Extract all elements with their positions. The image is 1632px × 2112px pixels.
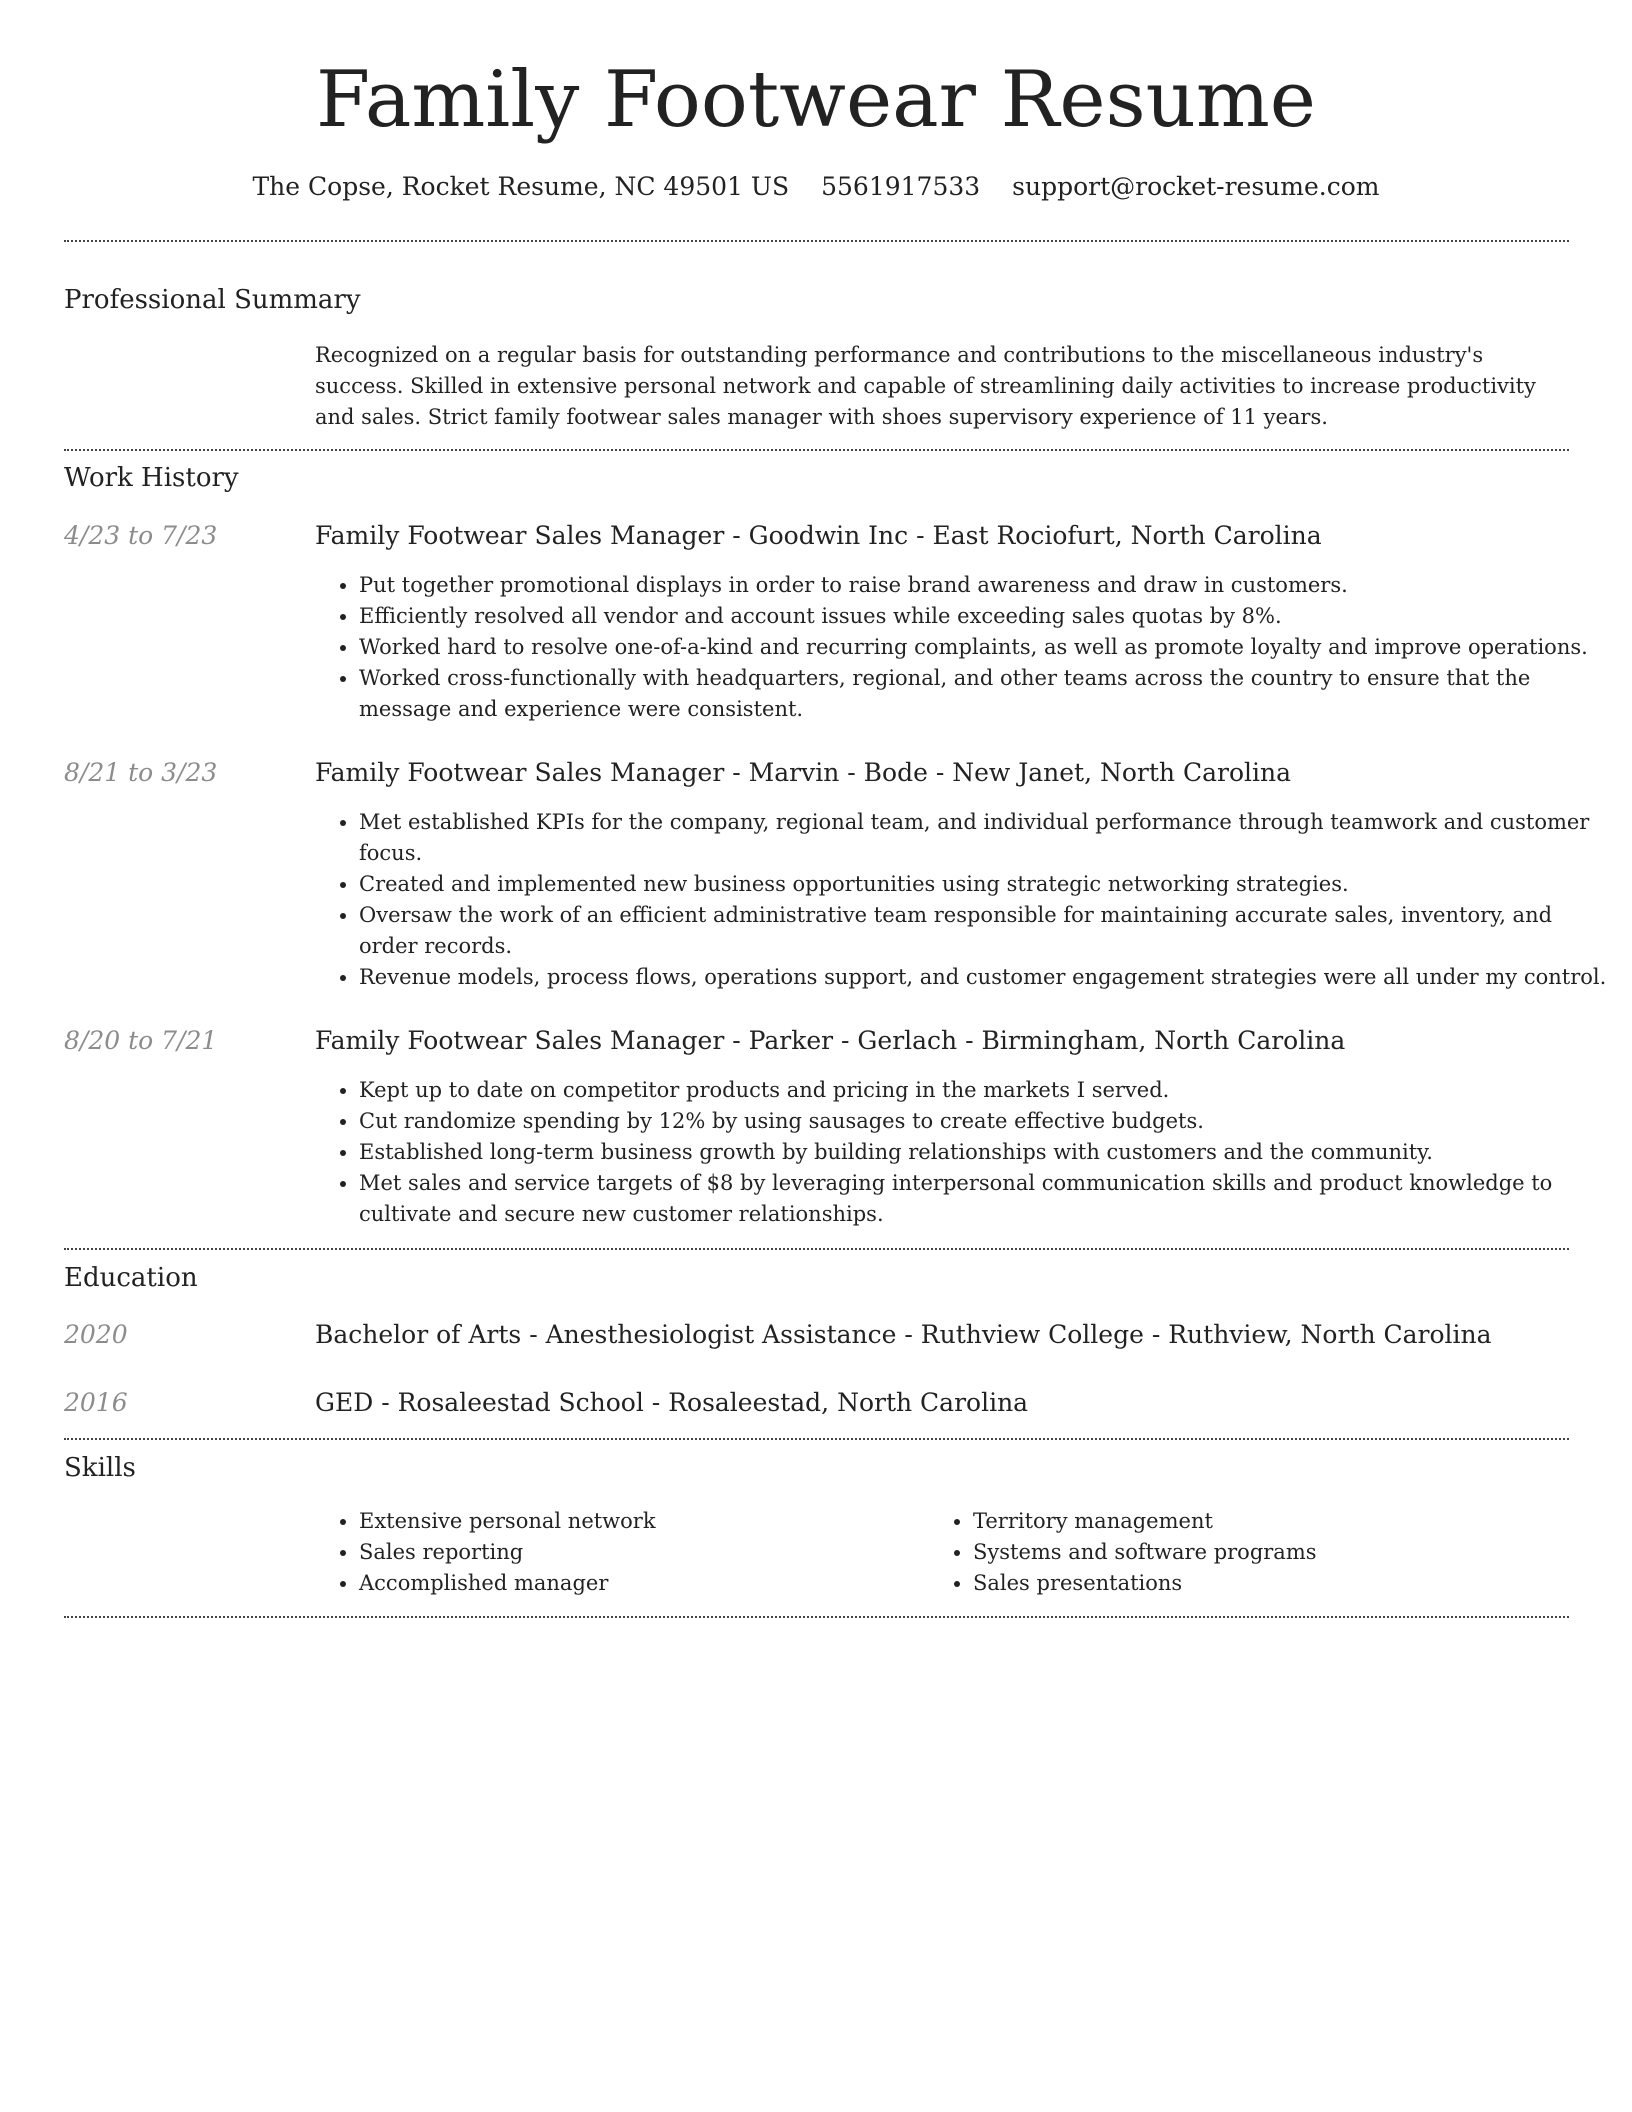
job-heading: Family Footwear Sales Manager - Parker - Gerlach - Birmingham, North Carolina (315, 1026, 1346, 1055)
job-bullets (315, 1075, 1614, 1230)
section-title-summary: Professional Summary (64, 285, 361, 315)
section-divider (64, 1248, 1569, 1250)
job-bullet: • Met established KPIs for the company, regional team, and individual performance through teamwork and customer focus. (359, 807, 1614, 869)
resume-title: Family Footwear Resume (316, 55, 1316, 145)
contact-info (0, 169, 1632, 205)
skills-list-right (929, 1506, 1573, 1599)
skill-item: • Sales presentations (973, 1568, 1573, 1599)
job-bullets (315, 570, 1614, 725)
job-bullet: • Worked cross-functionally with headquarters, regional, and other teams across the country to ensure that the message and experience were consistent. (359, 663, 1614, 725)
job-bullet: • Efficiently resolved all vendor and account issues while exceeding sales quotas by 8%. (359, 601, 1614, 632)
job-heading: Family Footwear Sales Manager - Goodwin Inc - East Rociofurt, North Carolina (315, 521, 1322, 550)
contact-address: The Copse, Rocket Resume, NC 49501 US (252, 172, 790, 201)
job-bullets (315, 807, 1614, 993)
section-title-skills: Skills (64, 1453, 136, 1483)
education-year: 2016 (64, 1388, 128, 1417)
contact-phone: 5561917533 (821, 172, 981, 201)
job-bullet: • Worked hard to resolve one-of-a-kind and recurring complaints, as well as promote loyalty and improve operations. (359, 632, 1614, 663)
section-title-work-history: Work History (64, 463, 239, 493)
education-heading: GED - Rosaleestad School - Rosaleestad, North Carolina (315, 1388, 1029, 1417)
skill-item: • Territory management (973, 1506, 1573, 1537)
job-bullet: • Revenue models, process flows, operations support, and customer engagement strategies were all under my control. (359, 962, 1614, 993)
education-year: 2020 (64, 1320, 128, 1349)
job-bullet: • Oversaw the work of an efficient administrative team responsible for maintaining accurate sales, inventory, and order records. (359, 900, 1614, 962)
section-divider (64, 240, 1569, 242)
education-heading: Bachelor of Arts - Anesthesiologist Assistance - Ruthview College - Ruthview, North Carolina (315, 1320, 1492, 1349)
job-dates: 8/20 to 7/21 (64, 1026, 218, 1055)
job-bullet: • Met sales and service targets of $8 by leveraging interpersonal communication skills and product knowledge to cultivate and secure new customer relationships. (359, 1168, 1614, 1230)
job-bullet: • Put together promotional displays in order to raise brand awareness and draw in customers. (359, 570, 1614, 601)
job-dates: 4/23 to 7/23 (64, 521, 218, 550)
skill-item: • Systems and software programs (973, 1537, 1573, 1568)
section-title-education: Education (64, 1263, 198, 1293)
skill-item: • Extensive personal network (359, 1506, 919, 1537)
job-bullet: • Established long-term business growth by building relationships with customers and the community. (359, 1137, 1614, 1168)
job-bullet: • Cut randomize spending by 12% by using sausages to create effective budgets. (359, 1106, 1614, 1137)
skill-item: • Sales reporting (359, 1537, 919, 1568)
section-divider (64, 1438, 1569, 1440)
skills-list-left (315, 1506, 919, 1599)
job-dates: 8/21 to 3/23 (64, 758, 218, 787)
skill-item: • Accomplished manager (359, 1568, 919, 1599)
job-heading: Family Footwear Sales Manager - Marvin - Bode - New Janet, North Carolina (315, 758, 1292, 787)
job-bullet: • Kept up to date on competitor products and pricing in the markets I served. (359, 1075, 1614, 1106)
summary-text: Recognized on a regular basis for outstanding performance and contributions to the miscellaneous industry's success. Skilled in extensive personal network and capable of streamlining daily activities to increase productivity and sales. Strict family footwear sales manager with shoes supervisory experience of 11 years. (315, 343, 1536, 429)
contact-email: support@rocket-resume.com (1012, 172, 1380, 201)
section-divider (64, 1616, 1569, 1618)
job-bullet: • Created and implemented new business opportunities using strategic networking strategies. (359, 869, 1614, 900)
section-divider (64, 449, 1569, 451)
